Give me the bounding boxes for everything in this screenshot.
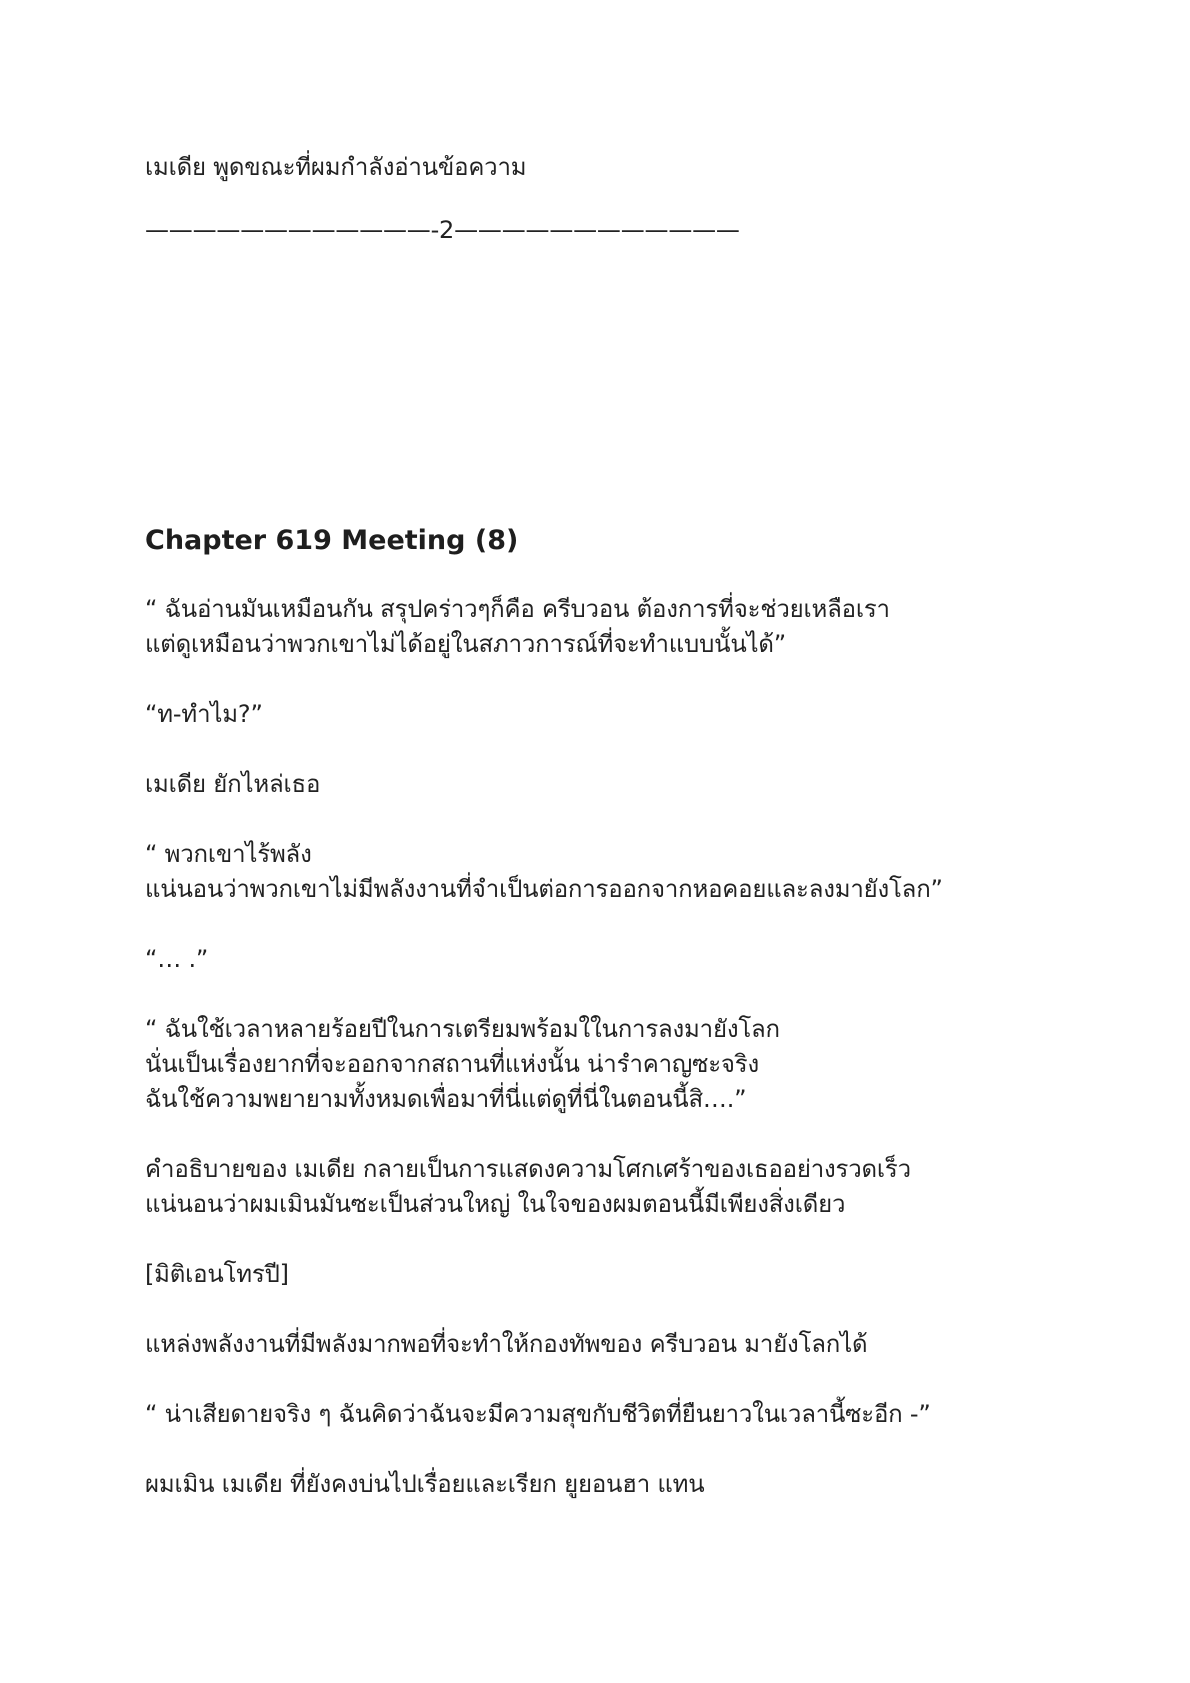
paragraph-line: “ท-ทำไม?” — [145, 700, 263, 728]
paragraph-line: เมเดีย ยักไหล่เธอ — [145, 770, 321, 798]
paragraph-line: คำอธิบายของ เมเดีย กลายเป็นการแสดงความโศกเศร้าของเธออย่างรวดเร็ว — [145, 1155, 911, 1183]
paragraph-line: “ น่าเสียดายจริง ๆ ฉันคิดว่าฉันจะมีความสุขกับชีวิตที่ยืนยาวในเวลานี้ซะอีก -” — [145, 1400, 931, 1428]
intro-line: เมเดีย พูดขณะที่ผมกำลังอ่านข้อความ — [145, 153, 527, 181]
paragraph-line: ฉันใช้ความพยายามทั้งหมดเพื่อมาที่นี่แต่ดูที่นี่ในตอนนี้สิ….” — [145, 1085, 747, 1113]
paragraph-line: “ ฉันอ่านมันเหมือนกัน สรุปคร่าวๆก็คือ ครีบวอน ต้องการที่จะช่วยเหลือเรา — [145, 595, 890, 623]
paragraph-line: แน่นอนว่าผมเมินมันซะเป็นส่วนใหญ่ ในใจของผมตอนนี้มีเพียงสิ่งเดียว — [145, 1190, 846, 1218]
paragraph-line: “ พวกเขาไร้พลัง — [145, 840, 312, 868]
paragraph-line: [มิติเอนโทรปี] — [145, 1260, 289, 1288]
chapter-title: Chapter 619 Meeting (8) — [145, 525, 519, 556]
paragraph-line: “… .” — [145, 945, 209, 973]
paragraph-line: แหล่งพลังงานที่มีพลังมากพอที่จะทำให้กองทัพของ ครีบวอน มายังโลกได้ — [145, 1330, 868, 1358]
paragraph-line: ผมเมิน เมเดีย ที่ยังคงบ่นไปเรื่อยและเรียก ยูยอนฮา แทน — [145, 1470, 705, 1498]
paragraph-line: นั่นเป็นเรื่องยากที่จะออกจากสถานที่แห่งนั้น น่ารำคาญซะจริง — [145, 1050, 759, 1078]
section-separator: ————————————-2———————————— — [145, 216, 740, 244]
paragraph-line: “ ฉันใช้เวลาหลายร้อยปีในการเตรียมพร้อมใในการลงมายังโลก — [145, 1015, 780, 1043]
paragraph-line: แน่นอนว่าพวกเขาไม่มีพลังงานที่จำเป็นต่อการออกจากหอคอยและลงมายังโลก” — [145, 875, 943, 903]
paragraph-line: แต่ดูเหมือนว่าพวกเขาไม่ได้อยู่ในสภาวการณ์ที่จะทำแบบนั้นได้” — [145, 630, 787, 658]
